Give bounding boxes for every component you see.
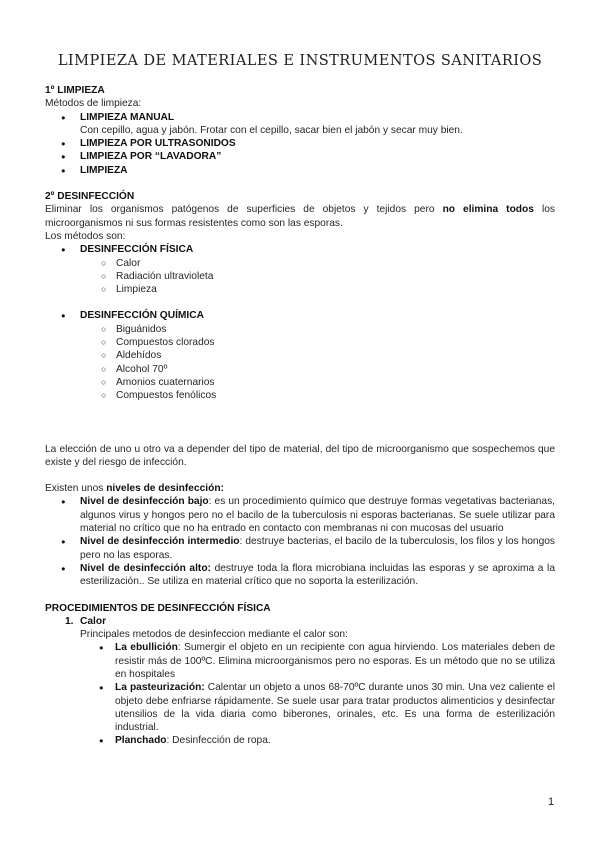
list-item-label: LIMPIEZA MANUAL — [80, 111, 175, 123]
list-item-label: Nivel de desinfección bajo — [80, 496, 209, 508]
list-item — [80, 243, 555, 256]
disinfection-types-list — [45, 243, 555, 256]
list-item-label: DESINFECCIÓN FÍSICA — [80, 244, 194, 256]
list-item-label: LIMPIEZA POR “LAVADORA” — [80, 151, 222, 163]
procedures-section — [45, 602, 555, 748]
document-page — [45, 52, 555, 748]
list-item-label: LIMPIEZA — [80, 164, 128, 176]
section-limpieza — [45, 84, 555, 177]
chemical-methods-list — [45, 323, 555, 403]
list-item — [65, 615, 555, 748]
list-item — [115, 681, 555, 734]
section-heading: 2º DESINFECCIÓN — [45, 191, 135, 203]
choice-paragraph: La elección de uno u otro va a depender del tipo de material, del tipo de microorganismo que sospechemos que existe y del riesgo de infección. — [45, 443, 555, 468]
disinfection-types-list — [45, 309, 555, 322]
list-item-label: Nivel de desinfección intermedio — [80, 536, 240, 548]
text: Eliminar los organismos patógenos de superficies de objetos y tejidos pero — [45, 204, 435, 216]
sub-list-item: ○ Compuestos clorados — [116, 336, 555, 349]
list-item-label: La ebullición — [115, 642, 178, 654]
levels-section — [45, 482, 555, 588]
emphasis: niveles de desinfección: — [106, 483, 224, 495]
text: Existen unos — [45, 483, 104, 495]
list-item-label: La pasteurización: — [115, 682, 205, 694]
paragraph — [45, 203, 555, 230]
list-item-label: LIMPIEZA POR ULTRASONIDOS — [80, 138, 236, 150]
physical-methods-list — [45, 257, 555, 297]
sub-list-item: ○ Biguánidos — [116, 323, 555, 336]
list-item-label: Calor — [80, 615, 107, 627]
procedures-list — [45, 615, 555, 748]
sub-list-item: ○ Compuestos fenólicos — [116, 389, 555, 402]
list-item-label: Planchado — [115, 735, 167, 747]
sub-list-item: ○ Radiación ultravioleta — [116, 270, 555, 283]
sub-list-item: ○ Alcohol 70º — [116, 363, 555, 376]
list-item — [80, 137, 555, 150]
sub-list-item: ○ Calor — [116, 257, 555, 270]
procedure-intro: Principales metodos de desinfeccion mediante el calor son: — [80, 629, 348, 641]
list-item-text: : Sumergir el objeto en un recipiente con agua hirviendo. Los materiales deben de resistir más de 100ºC. Elimina microorganismos pero no esporas. Es un método que no se utiliza en hospitales — [115, 642, 555, 680]
list-item — [80, 309, 555, 322]
page-number: 1 — [548, 796, 555, 808]
list-item — [80, 495, 555, 535]
text: los microorganismos ni sus formas resistentes como son las esporas. — [45, 204, 555, 229]
list-item-text: Calentar un objeto a unos 68-70ºC durante unos 30 min. Una vez caliente el objeto debe enfriarse rápidamente. Se suele usar para tratar productos alimenticios y desinfectar utensilios de la vida diaria como biberones, orinales, etc. Es una forma de esterilización industrial. — [115, 682, 555, 734]
section-heading: PROCEDIMIENTOS DE DESINFECCIÓN FÍSICA — [45, 602, 271, 614]
list-item — [80, 164, 555, 177]
list-item-text: : es un procedimiento químico que destruye formas vegetativas bacterianas, algunos virus y hongos pero no el bacilo de la tuberculosis ni esporas bacterianas. Se suele utilizar para material no crítico que no ha entrado en contacto con membranas ni con mucosas del usuario — [80, 496, 555, 535]
list-number: 1. — [65, 615, 74, 627]
sub-list-item: ○ Amonios cuaternarios — [116, 376, 555, 389]
list-item-text: : destruye bacterias, el bacilo de la tuberculosis, los filos y los hongos pero no las esporas. — [80, 536, 555, 561]
cleaning-methods-list — [45, 111, 555, 177]
levels-intro — [45, 482, 555, 495]
list-item — [115, 734, 555, 747]
heat-methods-list — [80, 641, 555, 747]
list-item — [80, 111, 555, 138]
list-item-text: : Desinfección de ropa. — [166, 735, 271, 747]
sub-list-item: ○ Aldehídos — [116, 349, 555, 362]
section-desinfeccion — [45, 190, 555, 402]
emphasis: no elimina todos — [442, 204, 534, 216]
list-item — [80, 150, 555, 163]
sub-list-item: ○ Limpieza — [116, 283, 555, 296]
methods-intro: Los métodos son: — [45, 230, 126, 242]
list-item-label: DESINFECCIÓN QUÍMICA — [80, 310, 204, 322]
section-heading: 1º LIMPIEZA — [45, 85, 105, 96]
list-item-note: Con cepillo, agua y jabón. Frotar con el cepillo, sacar bien el jabón y secar muy bien. — [80, 124, 463, 136]
levels-list — [45, 495, 555, 588]
list-item — [115, 641, 555, 681]
list-item — [80, 562, 555, 589]
list-item-text: destruye toda la flora microbiana incluidas las esporas y se aproxima a la esterilización.. Se utiliza en material crítico que no soporta la esterilización. — [80, 562, 555, 588]
list-item — [80, 535, 555, 562]
section-intro: Métodos de limpieza: — [45, 98, 142, 110]
list-item-label: Nivel de desinfección alto: — [80, 562, 211, 574]
page-title: LIMPIEZA DE MATERIALES E INSTRUMENTOS SANITARIOS — [57, 52, 543, 69]
